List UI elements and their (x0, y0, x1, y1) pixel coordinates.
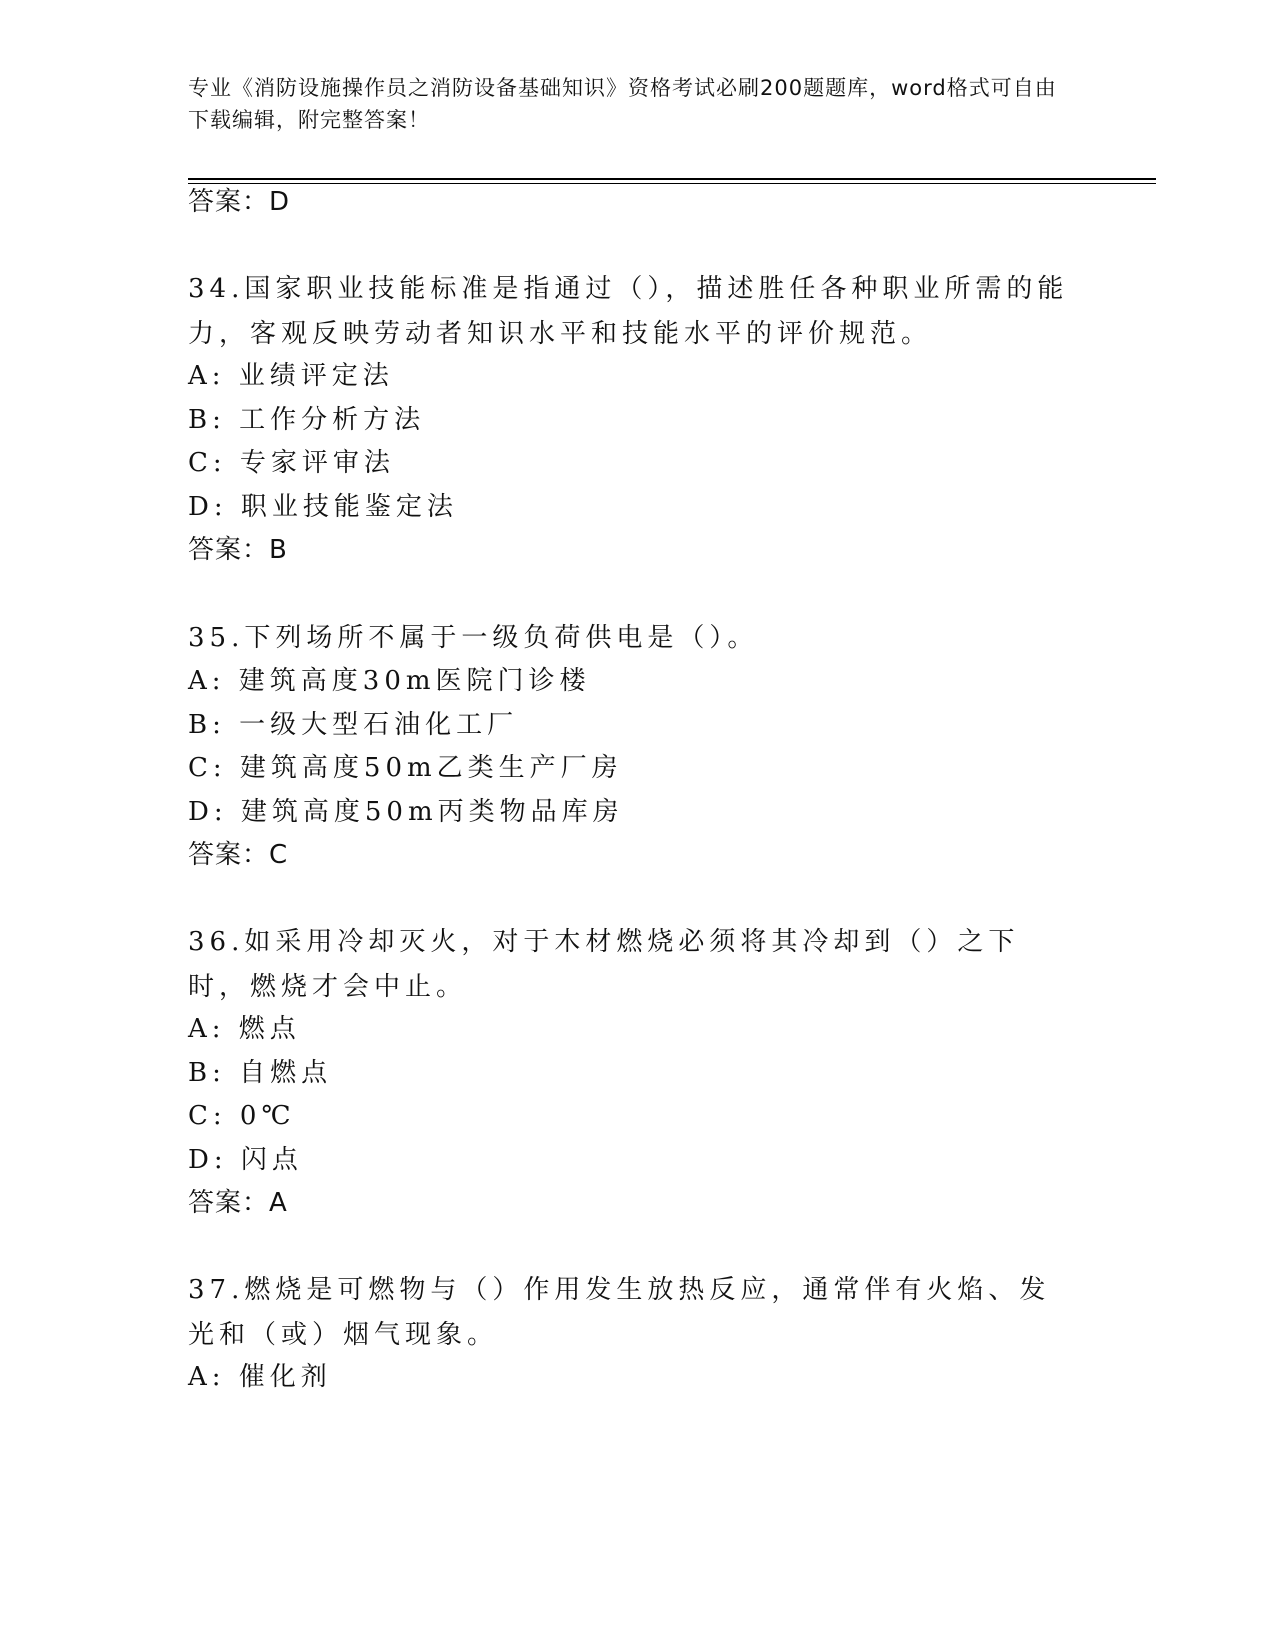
answer-36: 答案：A (188, 1188, 288, 1218)
question-34-text: 34.国家职业技能标准是指通过（），描述胜任各种职业所需的能力，客观反映劳动者知识水平和技能水平的评价规范。 (188, 274, 1069, 349)
answer-33: 答案：D (188, 187, 291, 217)
question-34-option-c: C: 专家评审法 (188, 448, 395, 478)
question-36-option-a: A: 燃点 (188, 1014, 301, 1044)
question-37-option-a: A: 催化剂 (188, 1362, 332, 1392)
question-35-option-b: B: 一级大型石油化工厂 (188, 710, 519, 740)
question-36-text: 36.如采用冷却灭火，对于木材燃烧必须将其冷却到（）之下时，燃烧才会中止。 (188, 927, 1020, 1002)
question-35-option-d: D: 建筑高度50m丙类物品库房 (188, 797, 624, 827)
question-35-option-c: C: 建筑高度50m乙类生产厂房 (188, 753, 623, 783)
question-36-option-c: C: 0℃ (188, 1101, 296, 1131)
answer-35: 答案：C (188, 840, 289, 870)
question-34-option-d: D: 职业技能鉴定法 (188, 492, 458, 522)
answer-34: 答案：B (188, 535, 288, 565)
question-34-option-b: B: 工作分析方法 (188, 405, 426, 435)
question-37-text: 37.燃烧是可燃物与（）作用发生放热反应，通常伴有火焰、发光和（或）烟气现象。 (188, 1275, 1051, 1350)
question-36-option-d: D: 闪点 (188, 1145, 303, 1175)
header-rule-thin (188, 183, 1156, 184)
question-34-option-a: A: 业绩评定法 (188, 361, 394, 391)
question-35-option-a: A: 建筑高度30m医院门诊楼 (188, 666, 591, 696)
header-rule-thick (188, 178, 1156, 180)
question-36-option-b: B: 自燃点 (188, 1058, 333, 1088)
question-35-text: 35.下列场所不属于一级负荷供电是（）。 (188, 623, 759, 653)
document-header: 专业《消防设施操作员之消防设备基础知识》资格考试必刷200题题库，word格式可自由下载编辑，附完整答案！ (188, 76, 1057, 132)
